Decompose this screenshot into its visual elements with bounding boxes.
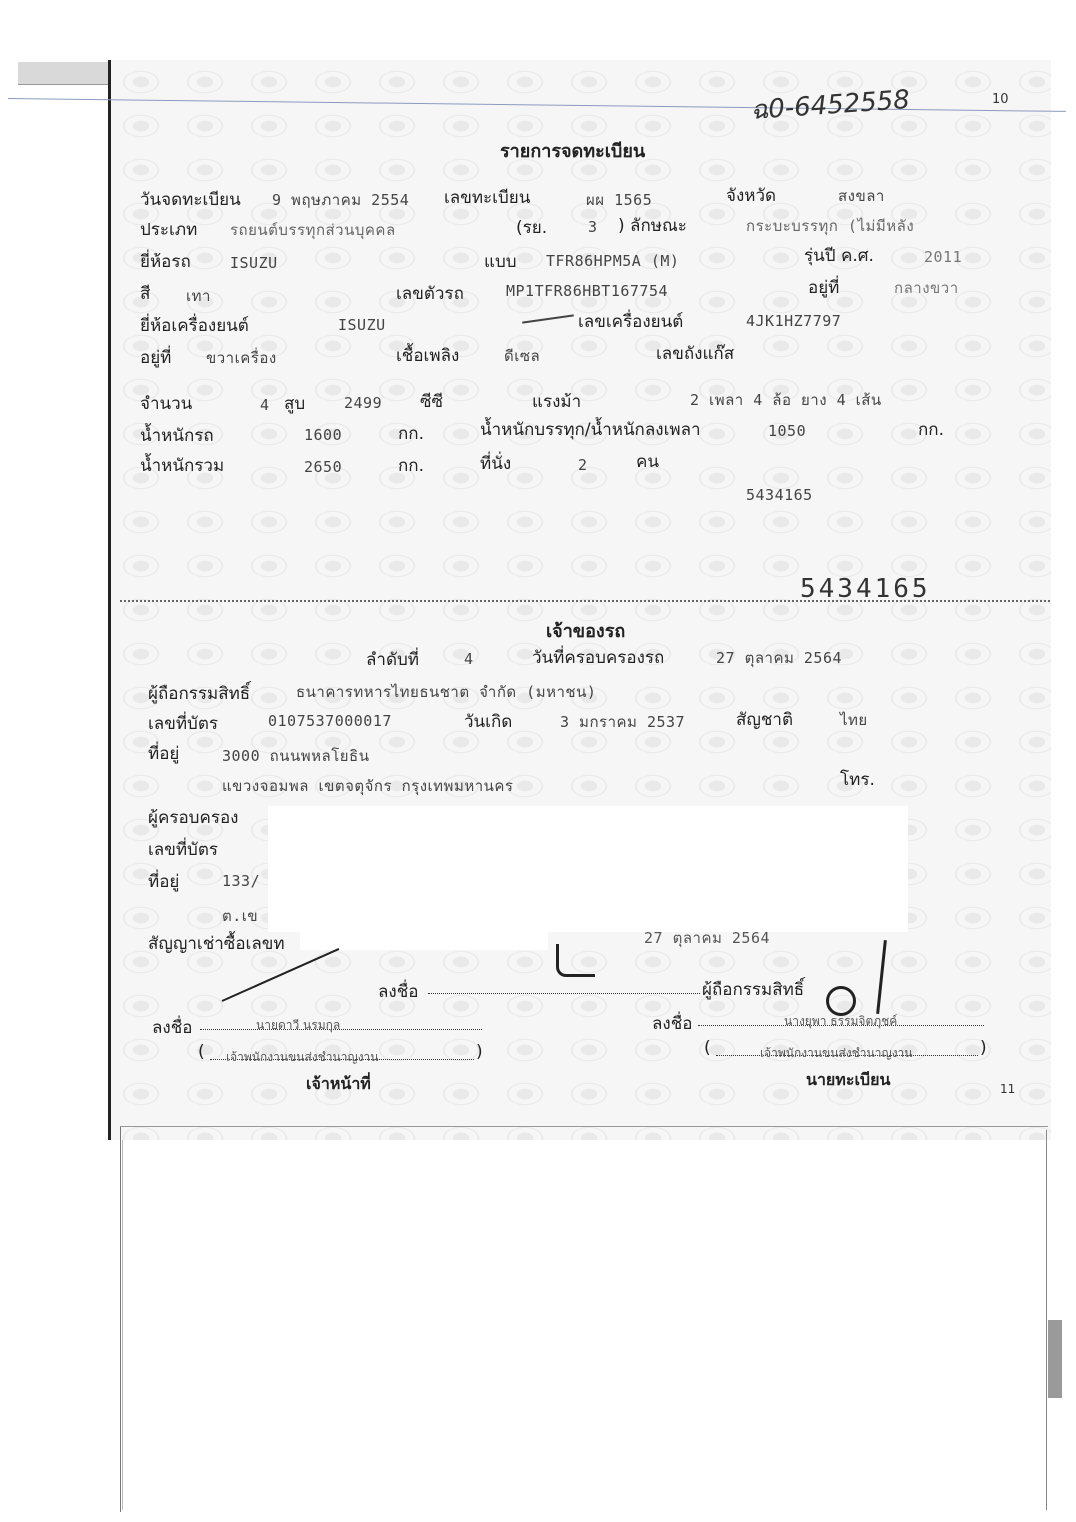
- chassis-label: เลขตัวรถ: [396, 284, 464, 304]
- reg-date-value: 9 พฤษภาคม 2554: [272, 191, 410, 209]
- seats-label: ที่นั่ง: [480, 454, 512, 474]
- officer-paren-close: ): [476, 1042, 483, 1062]
- holder-value: ธนาคารทหารไทยธนชาต จำกัด (มหาชน): [296, 683, 597, 701]
- seats-unit: คน: [636, 452, 659, 472]
- load-unit: กก.: [918, 420, 944, 440]
- page-number-top: 10: [992, 92, 1009, 107]
- year-value: 2011: [924, 248, 963, 266]
- chassis-at-label: อยู่ที่: [808, 278, 840, 298]
- registrar-paren-open: (: [704, 1038, 711, 1058]
- weight-unit: กก.: [398, 424, 424, 444]
- nationality-value: ไทย: [840, 711, 868, 729]
- possess-date-value: 27 ตุลาคม 2564: [716, 649, 843, 667]
- owner-title: เจ้าของรถ: [546, 621, 626, 642]
- fuel-label: เชื้อเพลิง: [396, 346, 460, 366]
- registrar-name: นางยุพา ธรรมจิตภุชค์: [784, 1014, 898, 1028]
- lower-page-top-edge: [120, 1126, 1048, 1127]
- reg-date-label: วันจดทะเบียน: [140, 190, 241, 210]
- contract-label: สัญญาเช่าซื้อเลขท: [148, 934, 285, 954]
- scan-mark: [18, 62, 110, 85]
- redacted-strip: [300, 926, 548, 950]
- holder-sign-line: [428, 992, 700, 994]
- address-line2: แขวงจอมพล เขตจตุจักร กรุงเทพมหานคร: [222, 777, 514, 795]
- province-label: จังหวัด: [726, 186, 777, 206]
- fuel-value: ดีเซล: [504, 347, 541, 365]
- right-edge-mark: [1048, 1320, 1062, 1398]
- engine-no-value: 4JK1HZ7797: [746, 312, 842, 330]
- phone-label: โทร.: [840, 770, 875, 790]
- officer-name: นายดาวี นรมกุล: [256, 1018, 341, 1032]
- holder-signature-mark: [556, 944, 595, 977]
- holder-sign-label: ลงชื่อ: [378, 982, 419, 1002]
- province-value: สงขลา: [838, 187, 885, 205]
- lower-page-edge-right: [1046, 1130, 1047, 1510]
- cylinders-value: 4: [260, 396, 270, 414]
- color-label: สี: [140, 284, 151, 304]
- officer-sign-label: ลงชื่อ: [152, 1018, 193, 1038]
- engine-brand-label: ยี่ห้อเครื่องยนต์: [140, 316, 249, 336]
- brand-label: ยี่ห้อรถ: [140, 252, 191, 272]
- char-value: กระบะบรรทุก (ไม่มีหลัง: [746, 217, 915, 235]
- brand-value: ISUZU: [230, 254, 278, 272]
- officer-position: เจ้าพนักงานขนส่งชำนาญงาน: [226, 1050, 379, 1064]
- id-value: 0107537000017: [268, 712, 392, 730]
- engine-no-label: เลขเครื่องยนต์: [578, 312, 684, 332]
- total-unit: กก.: [398, 456, 424, 476]
- lower-page-edge-left: [120, 1126, 121, 1512]
- registration-code-large: 5434165: [800, 574, 931, 604]
- chassis-value: MP1TFR86HBT167754: [506, 282, 669, 300]
- address-label: ที่อยู่: [148, 744, 180, 764]
- weight-value: 1600: [304, 426, 343, 444]
- registrar-sign-label: ลงชื่อ: [652, 1014, 693, 1034]
- possess-date-label: วันที่ครอบครองรถ: [532, 648, 665, 668]
- id-label: เลขที่บัตร: [148, 714, 219, 734]
- registrar-paren-close: ): [980, 1038, 987, 1058]
- handwritten-number: ฉ0-6452558: [749, 84, 911, 127]
- possessor-address-line2: ต.เข: [222, 907, 259, 925]
- total-value: 2650: [304, 458, 343, 476]
- total-label: น้ำหนักรวม: [140, 456, 225, 476]
- address-line1: 3000 ถนนพหลโยธิน: [222, 747, 370, 765]
- plate-label: เลขทะเบียน: [444, 188, 531, 208]
- cyl-unit: สูบ: [284, 394, 306, 414]
- count-label: จำนวน: [140, 394, 193, 414]
- color-value: เทา: [186, 287, 211, 305]
- page-number-bottom: 11: [1000, 1082, 1016, 1096]
- possessor-address-label: ที่อยู่: [148, 872, 180, 892]
- seats-value: 2: [578, 456, 588, 474]
- engine-at-label: อยู่ที่: [140, 348, 172, 368]
- registration-title: รายการจดทะเบียน: [500, 141, 646, 162]
- officer-title: เจ้าหน้าที่: [306, 1074, 371, 1093]
- model-label: แบบ: [484, 252, 517, 272]
- registrar-position: เจ้าพนักงานขนส่งชำนาญงาน: [760, 1046, 913, 1060]
- model-value: TFR86HPM5A (M): [546, 252, 680, 270]
- year-label: รุ่นปี ค.ศ.: [804, 246, 874, 266]
- cc-value: 2499: [344, 394, 383, 412]
- axles-value: 2 เพลา 4 ล้อ ยาง 4 เส้น: [690, 391, 882, 409]
- type-value: รถยนต์บรรทุกส่วนบุคคล: [230, 221, 396, 239]
- weight-label: น้ำหนักรถ: [140, 426, 214, 446]
- ry-value: 3: [588, 218, 598, 236]
- engine-brand-value: ISUZU: [338, 316, 386, 334]
- ry-label: (รย.: [516, 218, 548, 238]
- dob-value: 3 มกราคม 2537: [560, 713, 686, 731]
- load-label: น้ำหนักบรรทุก/น้ำหนักลงเพลา: [480, 420, 701, 440]
- chassis-at-value: กลางขวา: [894, 279, 959, 297]
- redacted-area: [268, 806, 908, 932]
- seq-label: ลำดับที่: [366, 650, 420, 670]
- possessor-label: ผู้ครอบครอง: [148, 808, 239, 828]
- left-margin-line: [122, 1140, 123, 1510]
- nationality-label: สัญชาติ: [736, 710, 793, 730]
- hp-label: แรงม้า: [532, 392, 582, 412]
- holder-caption: ผู้ถือกรรมสิทธิ์: [702, 980, 805, 1000]
- dob-label: วันเกิด: [464, 712, 513, 732]
- officer-paren-open: (: [198, 1042, 205, 1062]
- cc-unit: ซีซี: [420, 392, 444, 412]
- plate-value: ผผ 1565: [586, 191, 653, 209]
- holder-label: ผู้ถือกรรมสิทธิ์: [148, 684, 251, 704]
- seq-value: 4: [464, 650, 474, 668]
- registration-code: 5434165: [746, 486, 813, 504]
- load-value: 1050: [768, 422, 807, 440]
- possessor-address-line1: 133/: [222, 872, 261, 890]
- contract-date: 27 ตุลาคม 2564: [644, 929, 771, 947]
- char-label: ) ลักษณะ: [618, 216, 687, 236]
- type-label: ประเภท: [140, 220, 198, 240]
- registrar-title: นายทะเบียน: [806, 1070, 891, 1089]
- officer-sign-line: [200, 1028, 482, 1030]
- engine-at-value: ขวาเครื่อง: [206, 349, 277, 367]
- gas-tank-label: เลขถังแก๊ส: [656, 344, 735, 364]
- possessor-id-label: เลขที่บัตร: [148, 840, 219, 860]
